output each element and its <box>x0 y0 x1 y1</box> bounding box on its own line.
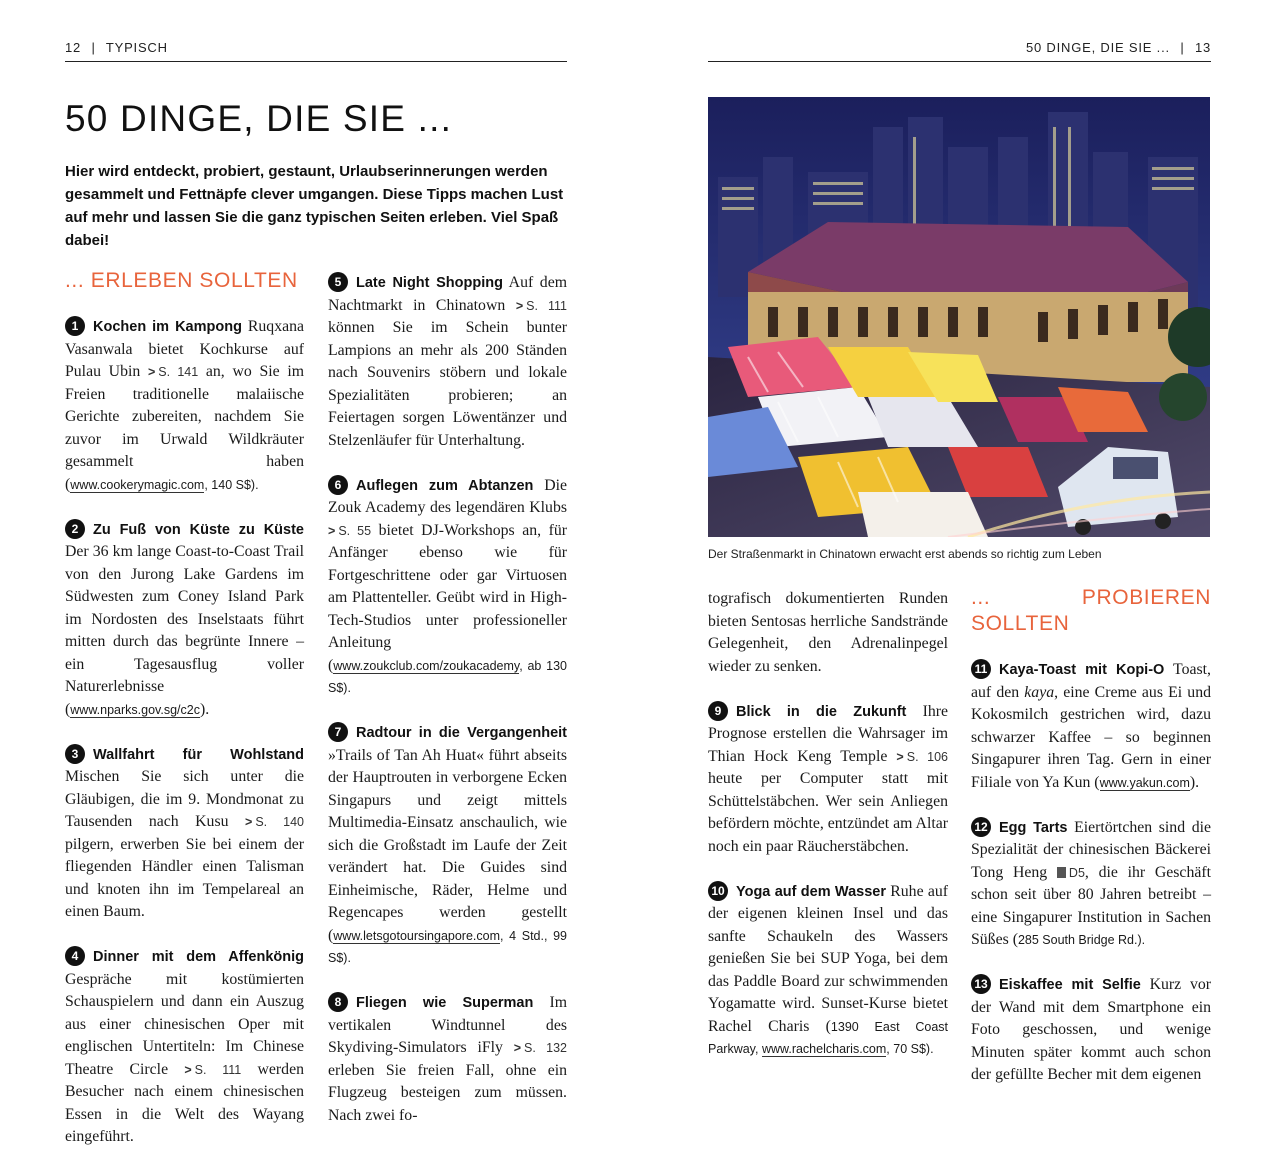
chinatown-night-market-photo <box>708 97 1210 537</box>
tip-8-continued: tografisch dokumentierten Runden bieten Sentosas herrliche Sandstrände Gelegenheit, den Adrenalinpegel wieder zu senken. <box>708 590 948 675</box>
tip-title: Auflegen zum Abtanzen <box>356 477 534 494</box>
web-link[interactable]: www.cookerymagic.com <box>70 477 205 492</box>
column-4 <box>971 585 1211 1109</box>
number-badge: 7 <box>328 722 348 742</box>
number-badge: 6 <box>328 475 348 495</box>
column-1 <box>65 268 304 1171</box>
column-3 <box>708 588 948 1083</box>
tip-5: 5 Late Night Shopping Auf dem Nachtmarkt in Chinatown > S. 111 können Sie im Schein bunter Lampions an mehr als 200 Ständen nach Souvenirs stöbern und lokale Spezialitäten probieren; an Feiertagen sorgen Löwentänzer und Stelzenläufer für Unterhaltung. <box>328 274 567 449</box>
number-badge: 1 <box>65 316 85 336</box>
map-reference[interactable]: D5 <box>1057 866 1085 880</box>
number-badge: 2 <box>65 519 85 539</box>
section-heading-probieren: ... PROBIEREN SOLLTEN <box>971 586 1211 635</box>
tip-8: 8 Fliegen wie Superman Im vertikalen Windtunnel des Skydiving-Simulators iFly > S. 132 erleben Sie freien Fall, ohne ein Flugzeug besteigen zum müssen. Nach zwei fo- <box>328 994 568 1124</box>
photo-caption: Der Straßenmarkt in Chinatown erwacht erst abends so richtig zum Leben <box>708 547 1102 561</box>
web-link[interactable]: www.rachelcharis.com <box>761 1042 887 1056</box>
number-badge: 11 <box>971 659 991 679</box>
section-heading-erleben: ... ERLEBEN SOLLTEN <box>65 269 298 292</box>
web-link[interactable]: www.nparks.gov.sg/c2c <box>70 702 200 717</box>
tip-13: 13 Eiskaffee mit Selfie Kurz vor der Wand mit dem Smartphone ein Foto geschossen, und wenige Minuten später kommt auch schon der gefüllte Becher mit dem eigenen <box>971 976 1211 1083</box>
tip-title: Yoga auf dem Wasser <box>736 883 886 900</box>
running-header-right: 50 DINGE, DIE SIE ... | 13 <box>1025 40 1211 55</box>
number-badge: 9 <box>708 701 728 721</box>
intro-text: Hier wird entdeckt, probiert, gestaunt, Urlaubserinnerungen werden gesammelt und Fettnäpfe clever umgangen. Diese Tipps machen Lust auf mehr und lassen Sie die ganz typischen Seiten erleben. Viel Spaß dabei! <box>65 163 564 249</box>
page-reference[interactable]: > S. 111 <box>184 1062 242 1077</box>
tip-10: 10 Yoga auf dem Wasser Ruhe auf der eigenen kleinen Insel und das sanfte Schaukeln des Wassers genießen Sie bei SUP Yoga, bei dem das Paddle Board zur schwimmenden Yogamatte wird. Sunset-Kurse bietet Rachel Charis (1390 East Coast Parkway, www.rachelcharis.com, 70 S$). <box>708 882 948 1056</box>
running-title: 50 DINGE, DIE SIE ... <box>1025 40 1170 55</box>
tip-title: Zu Fuß von Küste zu Küste <box>93 521 304 538</box>
tip-title: Radtour in die Vergangenheit <box>356 725 567 741</box>
number-badge: 8 <box>328 992 348 1012</box>
page-reference[interactable]: > S. 111 <box>515 298 567 313</box>
tip-3: 3 Wallfahrt für Wohlstand Mischen Sie sich unter die Gläubigen, die im 9. Mondmonat zu Tausenden nach Kusu > S. 140 pilgern, erwerben Sie bei einem der fliegenden Händler einen Talisman und knoten ihn im Tempelareal an einen Baum. <box>65 744 304 924</box>
tip-7: 7 Radtour in die Vergangenheit »Trails of Tan Ah Huat« führt abseits der Hauptrouten in verborgene Ecken Singapurs und zeigt mittels Multimedia-Einsatz anschaulich, wie sich die Großstadt im Laufe der Zeit verändert hat. Die Guides sind Einheimische, Räder, Helme und Regencapes werden gestellt (www.letsgotoursingapore.com, 4 Std., 99 S$). <box>328 722 567 970</box>
page-reference[interactable]: > S. 141 <box>147 365 199 379</box>
header-rule-right <box>708 61 1211 62</box>
page-reference[interactable]: > S. 106 <box>896 749 948 764</box>
tip-title: Egg Tarts <box>999 819 1068 836</box>
web-link[interactable]: www.yakun.com <box>1099 775 1190 790</box>
page-reference[interactable]: > S. 55 <box>328 523 372 538</box>
tip-1: 1 Kochen im Kampong Ruqxana Vasanwala bietet Kochkurse auf Pulau Ubin > S. 141 an, wo Sie im Freien traditionelle malaiische Gerichte zubereiten, nachdem Sie zuvor im Urwald Wildkräuter gesammelt haben (www.cookerymagic.com, 140 S$). <box>65 318 305 493</box>
page-title: 50 DINGE, DIE SIE ... <box>65 98 453 139</box>
tip-title: Fliegen wie Superman <box>356 995 534 1011</box>
tip-title: Wallfahrt für Wohlstand <box>93 746 304 763</box>
number-badge: 3 <box>65 744 85 764</box>
page-number-left: 12 <box>65 40 82 55</box>
tip-title: Kochen im Kampong <box>93 319 242 335</box>
tip-title: Eiskaffee mit Selfie <box>999 977 1141 993</box>
tip-2: 2 Zu Fuß von Küste zu Küste Der 36 km lange Coast-to-Coast Trail von den Jurong Lake Gardens im Südwesten zum Coney Island Park im Nordosten des Inselstaats führt mitten durch das begrünte Innere – ein Tagesausflug voller Naturerlebnisse (www.nparks.gov.sg/c2c). <box>65 519 304 722</box>
page-reference[interactable]: > S. 140 <box>245 815 304 829</box>
number-badge: 10 <box>708 881 728 901</box>
tip-12: 12 Egg Tarts Eiertörtchen sind die Spezialität der chinesischen Bäckerei Tong Heng D5, die ihr Geschäft schon seit über 80 Jahren betreibt – eine Singapurer Institution in Sachen Süßes (285 South Bridge Rd.). <box>971 818 1212 948</box>
tip-6: 6 Auflegen zum Abtanzen Die Zouk Academy des legendären Klubs > S. 55 bietet DJ-Workshops an, für Anfänger ebenso wie für Fortgeschrittene oder gar Virtuosen am Plattenteller. Geübt wird in High-Tech-Studios unter professioneller Anleitung (www.zoukclub.com/zoukacademy, ab 130 S$). <box>328 476 567 695</box>
running-header-left: 12 | TYPISCH <box>65 40 168 55</box>
web-link[interactable]: www.letsgotoursingapore.com <box>333 928 501 943</box>
tip-11: 11 Kaya-Toast mit Kopi-O Toast, auf den kaya, eine Creme aus Ei und Kokosmilch gestrichen wird, dazu schwarzer Kaffee – so beginnen Singapurer ihren Tag. Gern in einer Filiale von Ya Kun (www.yakun.com). <box>971 661 1211 791</box>
header-rule-left <box>65 61 567 62</box>
web-link[interactable]: www.zoukclub.com/zoukacademy <box>333 658 520 673</box>
tip-title: Kaya-Toast mit Kopi-O <box>999 662 1165 678</box>
page-reference[interactable]: > S. 132 <box>513 1041 568 1055</box>
number-badge: 13 <box>971 974 991 994</box>
map-icon <box>1057 867 1066 878</box>
page-number-right: 13 <box>1194 40 1211 55</box>
tip-9: 9 Blick in die Zukunft Ihre Prognose erstellen die Wahrsager im Thian Hock Keng Temple > S. 106 heute per Computer statt mit Schüttelstäbchen. Wer sein Anliegen befördern möchte, entzündet am Altar noch ein paar Räucherstäbchen. <box>708 702 948 855</box>
tip-title: Blick in die Zukunft <box>736 703 907 720</box>
number-badge: 5 <box>328 272 348 292</box>
tip-4: 4 Dinner mit dem Affenkönig Gespräche mit kostümierten Schauspielern und dann ein Auszug aus einer chinesischen Oper mit englischen Untertiteln: Im Chinese Theatre Circle > S. 111 werden Besucher nach einem chinesischen Essen in die Welt des Wayang eingeführt. <box>65 946 304 1149</box>
number-badge: 12 <box>971 817 991 837</box>
tip-title: Dinner mit dem Affenkönig <box>93 949 304 965</box>
tip-title: Late Night Shopping <box>356 275 503 291</box>
section-label: TYPISCH <box>105 40 168 55</box>
number-badge: 4 <box>65 946 85 966</box>
column-2 <box>328 272 567 1150</box>
